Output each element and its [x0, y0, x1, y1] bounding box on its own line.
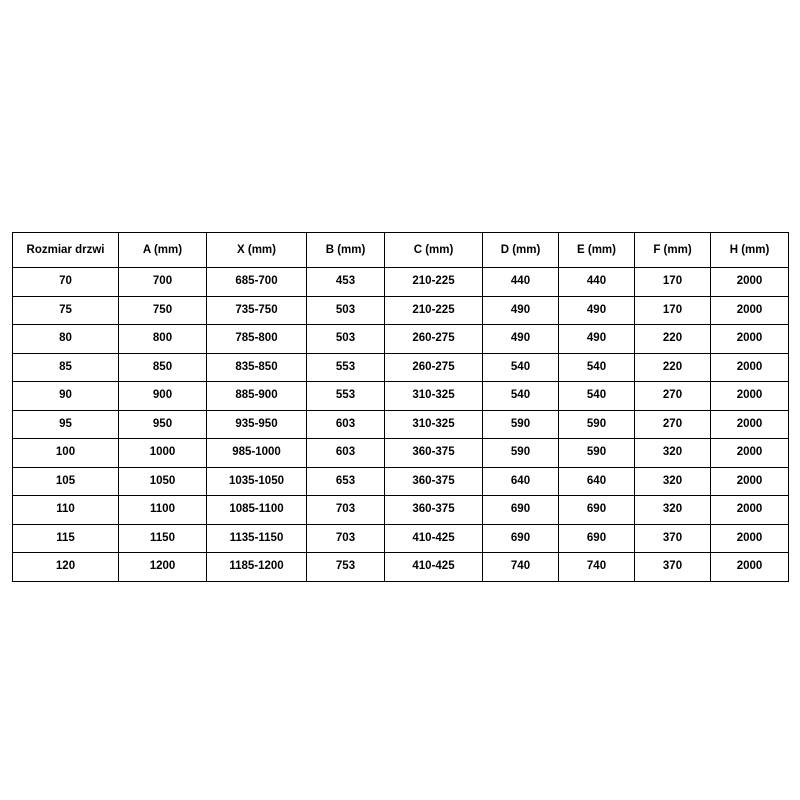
table-row	[13, 382, 789, 411]
cell-d: 640	[483, 467, 559, 496]
cell-e: 690	[559, 524, 635, 553]
cell-rozmiar-drzwi: 110	[13, 496, 119, 525]
cell-x: 885-900	[207, 382, 307, 411]
cell-f: 220	[635, 353, 711, 382]
cell-h: 2000	[711, 353, 789, 382]
cell-e: 540	[559, 382, 635, 411]
cell-c: 310-325	[385, 410, 483, 439]
cell-h: 2000	[711, 296, 789, 325]
cell-c: 360-375	[385, 439, 483, 468]
cell-h: 2000	[711, 325, 789, 354]
cell-f: 370	[635, 553, 711, 582]
column-header-e: E (mm)	[559, 233, 635, 268]
cell-a: 750	[119, 296, 207, 325]
cell-x: 1085-1100	[207, 496, 307, 525]
cell-h: 2000	[711, 496, 789, 525]
cell-x: 735-750	[207, 296, 307, 325]
cell-x: 985-1000	[207, 439, 307, 468]
cell-b: 553	[307, 382, 385, 411]
table-row	[13, 496, 789, 525]
cell-f: 320	[635, 467, 711, 496]
cell-b: 453	[307, 268, 385, 297]
cell-c: 260-275	[385, 353, 483, 382]
cell-rozmiar-drzwi: 90	[13, 382, 119, 411]
cell-e: 590	[559, 439, 635, 468]
cell-b: 553	[307, 353, 385, 382]
column-header-b: B (mm)	[307, 233, 385, 268]
cell-c: 210-225	[385, 268, 483, 297]
column-header-a: A (mm)	[119, 233, 207, 268]
cell-b: 653	[307, 467, 385, 496]
cell-h: 2000	[711, 553, 789, 582]
cell-x: 935-950	[207, 410, 307, 439]
cell-d: 540	[483, 382, 559, 411]
table-row	[13, 325, 789, 354]
cell-x: 685-700	[207, 268, 307, 297]
cell-e: 640	[559, 467, 635, 496]
cell-b: 703	[307, 496, 385, 525]
cell-d: 440	[483, 268, 559, 297]
cell-f: 270	[635, 382, 711, 411]
cell-d: 690	[483, 496, 559, 525]
column-header-d: D (mm)	[483, 233, 559, 268]
column-header-rozmiar-drzwi: Rozmiar drzwi	[13, 233, 119, 268]
cell-f: 170	[635, 296, 711, 325]
cell-c: 410-425	[385, 553, 483, 582]
cell-h: 2000	[711, 467, 789, 496]
cell-x: 1185-1200	[207, 553, 307, 582]
cell-rozmiar-drzwi: 100	[13, 439, 119, 468]
cell-h: 2000	[711, 410, 789, 439]
cell-d: 490	[483, 296, 559, 325]
cell-h: 2000	[711, 439, 789, 468]
cell-f: 370	[635, 524, 711, 553]
cell-rozmiar-drzwi: 80	[13, 325, 119, 354]
door-size-spec-table	[12, 232, 789, 582]
cell-a: 1000	[119, 439, 207, 468]
cell-f: 320	[635, 439, 711, 468]
cell-rozmiar-drzwi: 115	[13, 524, 119, 553]
cell-x: 785-800	[207, 325, 307, 354]
cell-d: 590	[483, 410, 559, 439]
cell-e: 740	[559, 553, 635, 582]
spec-table-container	[12, 232, 788, 582]
cell-c: 310-325	[385, 382, 483, 411]
cell-c: 210-225	[385, 296, 483, 325]
table-body	[13, 268, 789, 582]
cell-a: 700	[119, 268, 207, 297]
cell-d: 690	[483, 524, 559, 553]
cell-d: 590	[483, 439, 559, 468]
cell-e: 590	[559, 410, 635, 439]
cell-a: 1150	[119, 524, 207, 553]
table-row	[13, 353, 789, 382]
cell-e: 490	[559, 325, 635, 354]
cell-b: 753	[307, 553, 385, 582]
table-header	[13, 233, 789, 268]
cell-h: 2000	[711, 524, 789, 553]
cell-e: 440	[559, 268, 635, 297]
cell-f: 320	[635, 496, 711, 525]
cell-x: 835-850	[207, 353, 307, 382]
cell-a: 950	[119, 410, 207, 439]
cell-b: 503	[307, 325, 385, 354]
cell-e: 540	[559, 353, 635, 382]
cell-a: 800	[119, 325, 207, 354]
cell-rozmiar-drzwi: 75	[13, 296, 119, 325]
cell-h: 2000	[711, 382, 789, 411]
cell-f: 220	[635, 325, 711, 354]
table-row	[13, 410, 789, 439]
cell-x: 1135-1150	[207, 524, 307, 553]
cell-b: 503	[307, 296, 385, 325]
table-row	[13, 439, 789, 468]
column-header-h: H (mm)	[711, 233, 789, 268]
cell-rozmiar-drzwi: 105	[13, 467, 119, 496]
cell-c: 360-375	[385, 496, 483, 525]
cell-f: 170	[635, 268, 711, 297]
column-header-x: X (mm)	[207, 233, 307, 268]
cell-b: 703	[307, 524, 385, 553]
table-header-row	[13, 233, 789, 268]
cell-f: 270	[635, 410, 711, 439]
cell-rozmiar-drzwi: 95	[13, 410, 119, 439]
cell-c: 410-425	[385, 524, 483, 553]
cell-a: 1050	[119, 467, 207, 496]
cell-e: 690	[559, 496, 635, 525]
cell-rozmiar-drzwi: 120	[13, 553, 119, 582]
cell-d: 540	[483, 353, 559, 382]
cell-b: 603	[307, 439, 385, 468]
cell-rozmiar-drzwi: 70	[13, 268, 119, 297]
column-header-c: C (mm)	[385, 233, 483, 268]
cell-d: 740	[483, 553, 559, 582]
cell-a: 1100	[119, 496, 207, 525]
column-header-f: F (mm)	[635, 233, 711, 268]
cell-h: 2000	[711, 268, 789, 297]
cell-a: 1200	[119, 553, 207, 582]
cell-a: 900	[119, 382, 207, 411]
cell-c: 260-275	[385, 325, 483, 354]
cell-b: 603	[307, 410, 385, 439]
cell-d: 490	[483, 325, 559, 354]
table-row	[13, 467, 789, 496]
cell-e: 490	[559, 296, 635, 325]
cell-rozmiar-drzwi: 85	[13, 353, 119, 382]
cell-x: 1035-1050	[207, 467, 307, 496]
cell-a: 850	[119, 353, 207, 382]
table-row	[13, 553, 789, 582]
table-row	[13, 296, 789, 325]
table-row	[13, 268, 789, 297]
cell-c: 360-375	[385, 467, 483, 496]
table-row	[13, 524, 789, 553]
